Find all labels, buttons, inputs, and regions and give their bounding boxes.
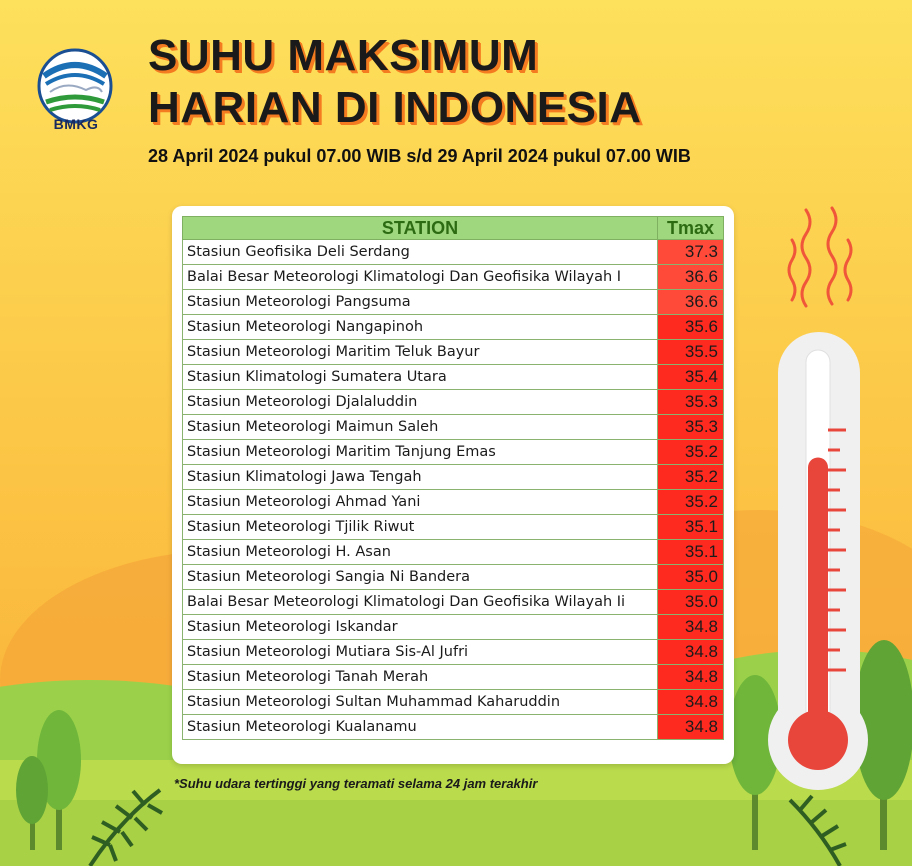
- station-name: Stasiun Meteorologi Kualanamu: [183, 715, 658, 740]
- station-name: Stasiun Meteorologi Maimun Saleh: [183, 415, 658, 440]
- station-name: Stasiun Klimatologi Jawa Tengah: [183, 465, 658, 490]
- tmax-value: 35.2: [658, 465, 724, 490]
- table-row: [183, 340, 724, 365]
- table-row: [183, 515, 724, 540]
- table-row: [183, 615, 724, 640]
- tmax-value: 34.8: [658, 665, 724, 690]
- column-header-station: STATION: [183, 217, 658, 240]
- tmax-value: 34.8: [658, 615, 724, 640]
- table-header-row: [183, 217, 724, 240]
- table-row: [183, 490, 724, 515]
- station-name: Stasiun Geofisika Deli Serdang: [183, 240, 658, 265]
- temperature-table: [182, 216, 724, 740]
- table-row: [183, 365, 724, 390]
- station-name: Stasiun Meteorologi Ahmad Yani: [183, 490, 658, 515]
- table-row: [183, 715, 724, 740]
- station-name: Stasiun Meteorologi Maritim Tanjung Emas: [183, 440, 658, 465]
- table-row: [183, 290, 724, 315]
- station-name: Stasiun Meteorologi Tanah Merah: [183, 665, 658, 690]
- station-name: Stasiun Meteorologi Sultan Muhammad Kaharuddin: [183, 690, 658, 715]
- table-row: [183, 465, 724, 490]
- station-name: Stasiun Meteorologi Maritim Teluk Bayur: [183, 340, 658, 365]
- thermometer-icon: [768, 332, 868, 790]
- tmax-value: 35.6: [658, 315, 724, 340]
- table-row: [183, 665, 724, 690]
- tmax-value: 37.3: [658, 240, 724, 265]
- station-name: Stasiun Meteorologi Sangia Ni Bandera: [183, 565, 658, 590]
- station-name: Stasiun Meteorologi Tjilik Riwut: [183, 515, 658, 540]
- tmax-value: 35.3: [658, 415, 724, 440]
- station-name: Stasiun Meteorologi Iskandar: [183, 615, 658, 640]
- tmax-value: 34.8: [658, 690, 724, 715]
- tmax-value: 34.8: [658, 640, 724, 665]
- table-row: [183, 640, 724, 665]
- title-line-1: SUHU MAKSIMUM: [148, 31, 539, 80]
- tmax-value: 35.3: [658, 390, 724, 415]
- table-row: [183, 590, 724, 615]
- tmax-value: 35.2: [658, 440, 724, 465]
- table-row: [183, 415, 724, 440]
- logo-text: BMKG: [53, 116, 99, 132]
- page-title: [148, 30, 642, 134]
- tmax-value: 35.1: [658, 540, 724, 565]
- date-range: 28 April 2024 pukul 07.00 WIB s/d 29 April 2024 pukul 07.00 WIB: [148, 146, 691, 166]
- footnote: *Suhu udara tertinggi yang teramati selama 24 jam terakhir: [174, 776, 538, 791]
- tmax-value: 34.8: [658, 715, 724, 740]
- tmax-value: 35.5: [658, 340, 724, 365]
- tmax-value: 35.0: [658, 590, 724, 615]
- title-line-2: HARIAN DI INDONESIA: [148, 83, 642, 132]
- tmax-value: 36.6: [658, 290, 724, 315]
- station-name: Balai Besar Meteorologi Klimatologi Dan Geofisika Wilayah Ii: [183, 590, 658, 615]
- table-row: [183, 565, 724, 590]
- table-body: [183, 240, 724, 740]
- table-row: [183, 390, 724, 415]
- table-row: [183, 315, 724, 340]
- station-name: Stasiun Meteorologi Pangsuma: [183, 290, 658, 315]
- station-name: Stasiun Meteorologi Mutiara Sis-Al Jufri: [183, 640, 658, 665]
- table-row: [183, 690, 724, 715]
- tmax-value: 35.2: [658, 490, 724, 515]
- data-card: [172, 206, 734, 764]
- tmax-value: 35.1: [658, 515, 724, 540]
- table-row: [183, 265, 724, 290]
- tmax-value: 35.0: [658, 565, 724, 590]
- tmax-value: 35.4: [658, 365, 724, 390]
- column-header-tmax: Tmax: [658, 217, 724, 240]
- station-name: Stasiun Meteorologi H. Asan: [183, 540, 658, 565]
- table-row: [183, 440, 724, 465]
- station-name: Stasiun Meteorologi Djalaluddin: [183, 390, 658, 415]
- table-row: [183, 240, 724, 265]
- table-row: [183, 540, 724, 565]
- station-name: Stasiun Klimatologi Sumatera Utara: [183, 365, 658, 390]
- station-name: Balai Besar Meteorologi Klimatologi Dan Geofisika Wilayah I: [183, 265, 658, 290]
- station-name: Stasiun Meteorologi Nangapinoh: [183, 315, 658, 340]
- tmax-value: 36.6: [658, 265, 724, 290]
